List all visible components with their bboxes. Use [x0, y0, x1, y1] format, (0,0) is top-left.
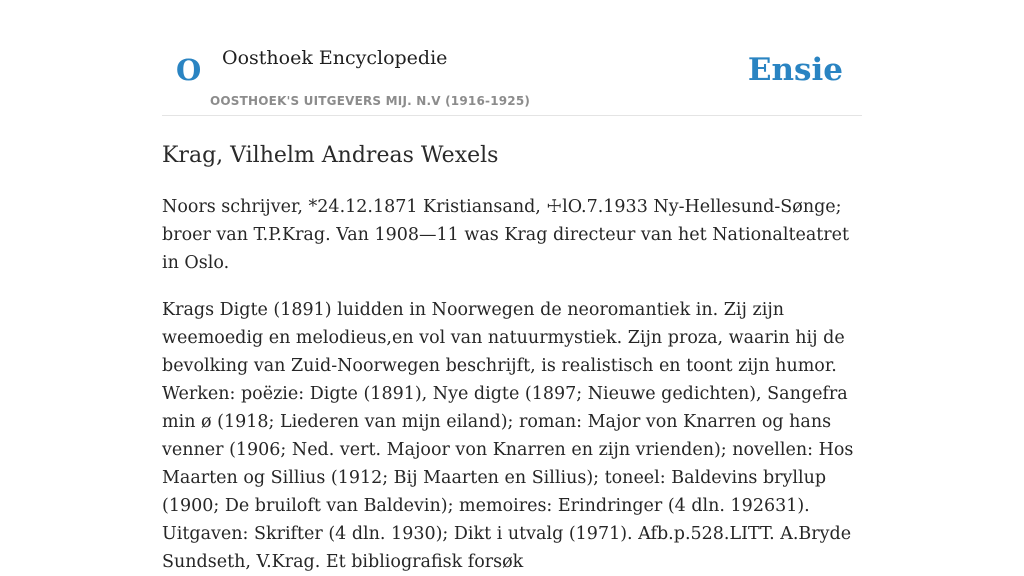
- entry-title: Krag, Vilhelm Andreas Wexels: [162, 143, 499, 168]
- publisher-label: OOSTHOEK'S UITGEVERS MIJ. N.V (1916-1925): [210, 94, 531, 108]
- header: [162, 0, 862, 116]
- entry-paragraph-intro: Noors schrijver, *24.12.1871 Kristiansand, ☩lO.7.1933 Ny-Hellesund-Sønge; broer van T.P.Krag. Van 1908—11 was Krag directeur van het Nationalteatret in Oslo.: [162, 197, 850, 273]
- entry-paragraph-works: Krags Digte (1891) luidden in Noorwegen de neoromantiek in. Zij zijn weemoedig en melodieus,en vol van natuurmystiek. Zijn proza, waarin hij de bevolking van Zuid-Noorwegen beschrijft, is realistisch en toont zijn humor. Werken: poëzie: Digte (1891), Nye digte (1897; Nieuwe gedichten), Sangefra min ø (1918; Liederen van mijn eiland); roman: Major von Knarren og hans venner (1906; Ned. vert. Majoor von Knarren en zijn vrienden); novellen: Hos Maarten og Sillius (1912; Bij Maarten en Sillius); toneel: Baldevins bryllup (1900; De bruiloft van Baldevin); memoires: Erindringer (4 dln. 192631). Uitgaven: Skrifter (4 dln. 1930); Dikt i utvalg (1971). Afb.p.528.LITT. A.Bryde Sundseth, V.Krag. Et bibliografisk forsøk: [162, 300, 854, 572]
- ensie-brand-link[interactable]: Ensie: [747, 52, 843, 88]
- book-title-link[interactable]: Oosthoek Encyclopedie: [222, 47, 448, 69]
- book-logo[interactable]: O: [176, 53, 202, 87]
- encyclopedia-card: [162, 0, 862, 572]
